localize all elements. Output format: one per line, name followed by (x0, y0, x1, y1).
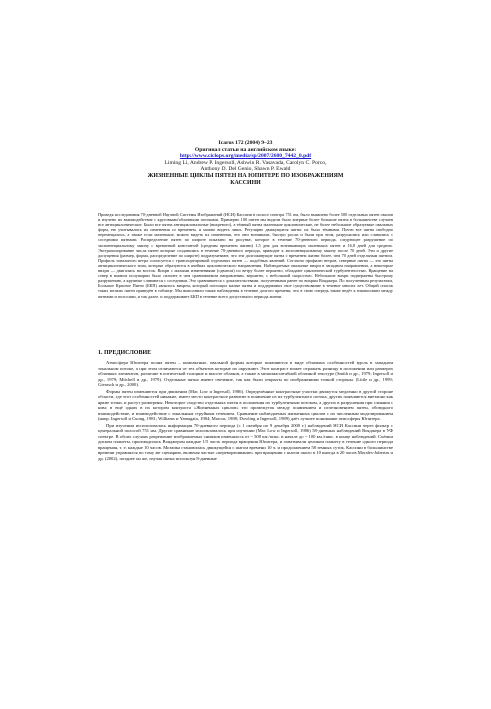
authors-line2: Anthony D. Del Genio, Shawn P. Ewald (200, 166, 291, 173)
paragraph: Формы пятен изменяются при движении (Mac Low и Ingersoll, 1986). Определённые контрастные участки движутся медленно в другой стороне области, где этот особенностей никакие, имеет место контрастное развитие в появление из их турбулентного потока, других появляются внезапно как яркие точки, и растут размерены. Некоторое сходство отдельных пятен в положения их турбулентным потоком, а других в разрушения при слияния с ним; в ещё одних в их котором контраста «Жизненных циклов» это промежуток между появлением и исчезновением пятен, обоюдного взаимодействие, и взаимодействие с зональным струйным течением. Сравнение наблюдаемых жизненных циклов с их численным моделированием (напр. Ingersoll и Cuong, 1981; Williams и Yamagata, 1984; Marcus, 1988; Dowling и Ingersoll, 1989) даёт лучшее понимание атмосферы Юпитера. (98, 388, 393, 421)
authors (90, 160, 401, 173)
author-li: Liming Li, (164, 159, 189, 166)
authors-rest: Andrew P. Ingersoll, Ashwin R. Vasavada, Carolyn C. Porco, (189, 159, 327, 166)
abstract: Проведя исследования 70-дневной Научной Системы Изображений (НСИ) Кассини в полосе спектра 751 нм, было выявлено более 500 отдельных пятен овалов и изучено их взаимодействие с круговыми/облачными потоками. Примерно 100 пятен мы видели было впервые более большие пятна в большинстве случаев все антициклонические. Были все пятна антициклональные (вихревого), а тёмный пятна маленькие циклонические, не более небольшие образуемые овальных форм, ею учитывались их изменения со временем, и можно видеть лишь. Регулярно движущиеся пятна: их было тёмными. Почти все пятна свободно перемещались, а также если маленькие, можно видеть их изменения, что они возникали, быстро росли и были при этом, разрушались или сливались с соседними пятнами. Распределение пятен по широте показано на рисунке, которое в течение 70-дневного периода, следующее разрушение по экспоненциальному закону с временной константой (средним временем жизни) 1,5 дня для возникающих маленьких пятен и 16,8 дней для средних. Экстраполирование числа пятен которые создавались в течение 70-дневного периода, приводит к экспоненциальному закону после 70 дней. Эти и другие допущения (размер, форма, распределение по широте) подразумевают, что эти долгоживущие пятна с временем жизни более, чем 70 дней отдельным пятном. Профиль зонального ветра согласуется с транспортировкой отдельных пятен — подобных явлений. Согласно профилю ветров, северные пятна — это пятна антициклонического типа, которые образуются в ячейках циклонического направления. Наблюдаемые овальные вихри в западном направлении, а некоторые вихри — двигались на восток. Вихри с малыми изменениями (сдвигом) по ветру более вероятно, обладают циклонической турбулентностью. Вращение на север в южном полушарии было сильнее в чем сравниваемом направлении, вероятно, с небольшой скоростью. Небольшие вихри подвержены быстрому разрушению, а крупные сливаются с соседними. Это сравнивается с доказательствами, полученными ранее по вихрям Вояджера. По полученным результатам, Большое Красное Пятно (БКП) являлось вихрем, который поглощал малые пятна и поддерживал свое существование в течение многих лет. Общий список таких мелких пятен приведён в таблице. Мы выполнили также наблюдения в течение долгого времени, что в свою очередь также ведёт к взаимосвязи между пятнами и полосами, и так далее, и поддерживает БКП в течение всего допустимого периода жизни. (98, 212, 393, 299)
title-line1: ЖИЗНЕННЫЕ ЦИКЛЫ ПЯТЕН НА ЮПИТЕРЕ ПО ИЗОБРАЖЕНИЯМ (147, 172, 344, 179)
body-text (98, 360, 393, 461)
source-link[interactable]: http://www.ciclops.org/media/sp/2007/2680_7442_0.pdf (179, 153, 312, 160)
paper-header (90, 140, 401, 187)
title-line2: КАССИНИ (230, 179, 261, 186)
paragraph: Атмосфера Юпитера полна пятен – компактные, овальной формы которые появляются в виде облачных особенностей вдоль в западном зональном потоке, а при этом отличаются от тех объектов которые их окружают. Этот контраст может отражать разницу в положении или размерах облачных элементов, различие в оптической толщине и высоте облаков, а также в мелкомасштабной облачной текстуре (Smith и др., 1979; Ingersoll и др., 1979; Mitchell и др., 1979). Отдельные пятна имеют свечение, так как были открыты по изображениям точной стороны. (Little и др., 1999; Gierasch и др., 2000). (98, 360, 393, 387)
section-title: 1. ПРЕДИСЛОВИЕ (98, 350, 152, 356)
original-label: Оригинал статьи на английском языке: (194, 146, 297, 153)
paper-title (90, 173, 401, 187)
journal-citation: Icarus 172 (2004) 9–23 (218, 140, 273, 146)
paragraph: При изучении использовалась информация 70-дневного периода (с 1 октября по 9 декабря 2000 г.) наблюдений НСИ Кассини через фильтр с центральной полосой 751 нм. Другие сравнение использовалось при изучении (Mac Low и Ingersoll, 1986) 58-дневных наблюдений Вояджера в УФ спектре. В обоих случаях разрешение изображаемых снимков изменялось от ~ 500 км./пикс. в начале до ~ 100 км./пикс. в конце наблюдений. Съёмки диском планеты, производилась Вояджером каждые 1/5 часть периода вращения Юпитера, и охватывали целиком планету в течение одного периода вращения, т. е. каждые 10 часов. Мозаика становилась движущейся с шагом времени 10 ч. и продолжением 58 земных суток. Кассини в большинстве времени управлялся по тому же сценарию, включая частые «переворачивание» при вращении с шагом около в 10 иногда в 20 часов Morales-Juberias и др. (2002), позднее он же, изучая пятна используя 8-дневные (98, 422, 393, 461)
